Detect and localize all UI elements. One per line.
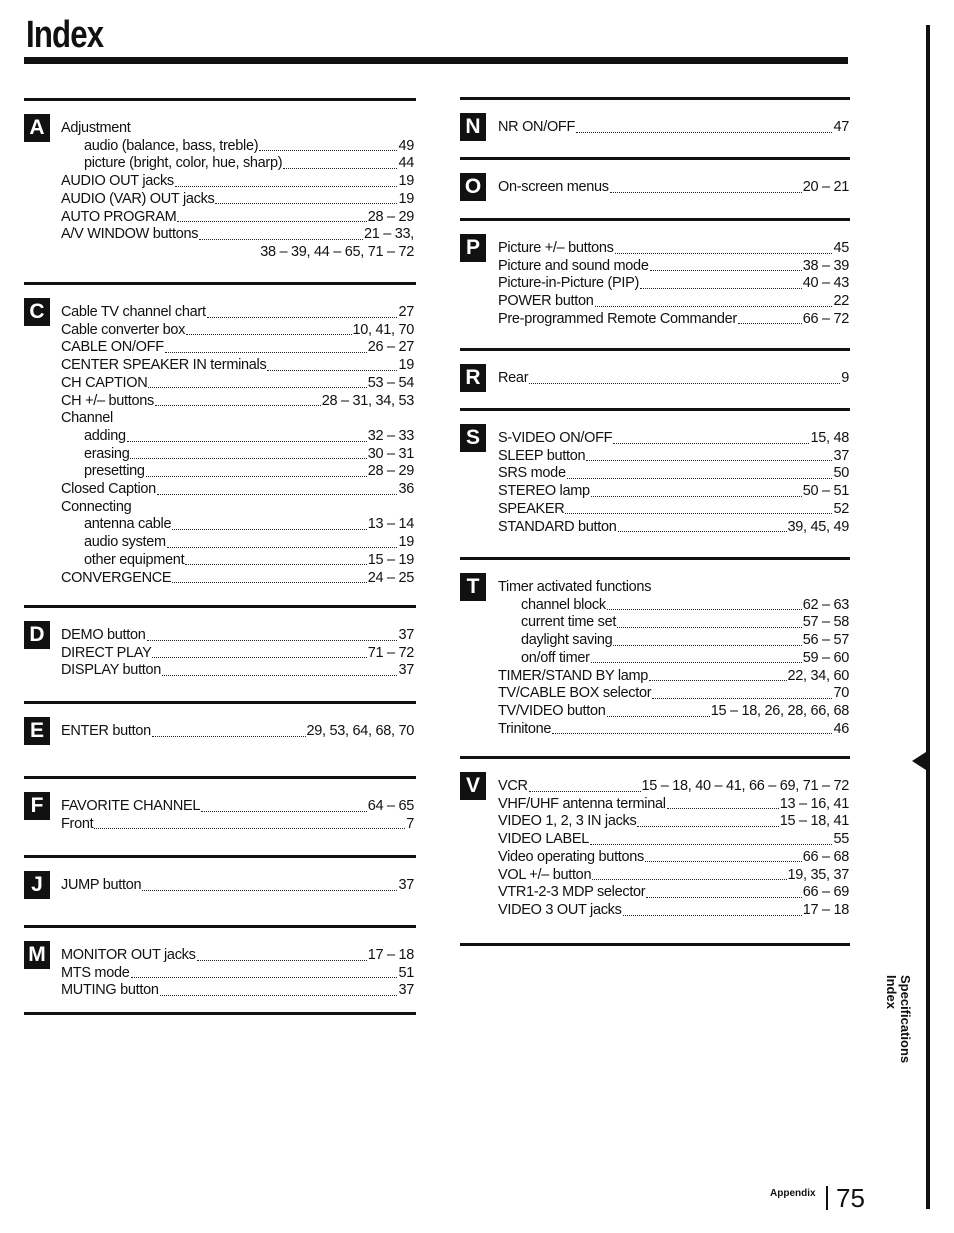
index-entry (61, 798, 414, 816)
index-entry-label: picture (bright, color, hue, sharp) (84, 155, 283, 172)
index-entry (61, 339, 414, 357)
index-entry-page: 52 (833, 500, 849, 517)
index-entry-label: MTS mode (61, 964, 130, 981)
index-entry-label: S-VIDEO ON/OFF (498, 430, 613, 446)
dot-leader (130, 457, 366, 459)
index-entry (498, 703, 849, 721)
index-entry (61, 947, 414, 965)
index-entry-page: 15 – 18, 26, 28, 66, 68 (710, 702, 849, 719)
index-entry-label: channel block (521, 596, 606, 613)
dot-leader (201, 810, 367, 812)
index-entry-page: 66 – 72 (802, 310, 849, 327)
dot-leader (172, 528, 367, 530)
index-entry-page: 59 – 60 (802, 649, 849, 666)
index-entry-page: 50 (833, 465, 849, 482)
page-number: 75 (836, 1183, 865, 1213)
index-entry (498, 179, 849, 197)
index-entry-label: CABLE ON/OFF (61, 339, 164, 356)
index-entry-page: 15 – 18, 40 – 41, 66 – 69, 71 – 72 (641, 778, 849, 794)
index-entry-label: VCR (498, 778, 528, 794)
index-entry (61, 723, 414, 741)
dot-leader (667, 807, 779, 809)
index-entry-label: VIDEO 3 OUT jacks (498, 901, 622, 918)
index-entry-page: 19, 35, 37 (787, 866, 849, 883)
dot-leader (613, 442, 809, 444)
index-entry-page: 15 – 18, 41 (779, 813, 849, 830)
dot-leader (283, 167, 397, 169)
index-entry-label: audio (balance, bass, treble) (84, 137, 259, 154)
index-entry-page: 45 (833, 240, 849, 256)
index-entry-label: Closed Caption (61, 481, 156, 497)
index-entry-label: AUDIO OUT jacks (61, 173, 174, 190)
dot-leader (94, 827, 405, 829)
index-entry (61, 357, 414, 375)
index-entry (498, 849, 849, 867)
dot-leader (152, 735, 306, 737)
dot-leader (259, 149, 397, 151)
section-letter-r: R (460, 364, 486, 392)
index-entry-continuation: 38 – 39, 44 – 65, 71 – 72 (260, 243, 414, 260)
dot-leader (590, 843, 832, 845)
index-entry-page: 70 (833, 685, 849, 702)
section-letter-e: E (24, 717, 50, 745)
dot-leader (160, 994, 398, 996)
index-entry-page: 37 (398, 877, 414, 893)
section-rule (460, 218, 850, 221)
index-entry (61, 499, 414, 517)
index-entry (498, 579, 849, 597)
index-entry (498, 448, 849, 466)
dot-leader (610, 191, 802, 193)
dot-leader (197, 959, 367, 961)
column-end-rule (24, 1012, 416, 1015)
index-entry (498, 258, 849, 276)
index-entry (498, 483, 849, 501)
index-entry-label: TIMER/STAND BY lamp (498, 667, 649, 684)
index-entry-label: Adjustment (61, 120, 131, 136)
index-entry (498, 465, 849, 483)
section-rule (460, 97, 850, 100)
index-entry-page: 22, 34, 60 (787, 667, 849, 684)
dot-leader (650, 269, 802, 271)
dot-leader (618, 530, 787, 532)
index-entry (521, 650, 849, 668)
index-entry (61, 322, 414, 340)
index-entry-page: 17 – 18 (367, 947, 414, 963)
section-rule (460, 756, 850, 759)
dot-leader (591, 661, 802, 663)
index-entry-page: 47 (833, 119, 849, 135)
index-entry-page: 49 (398, 137, 414, 154)
index-entry (498, 902, 849, 920)
index-entry (84, 552, 414, 570)
section-rule (460, 408, 850, 411)
index-entry-page: 57 – 58 (802, 614, 849, 631)
index-entry (61, 662, 414, 680)
dot-leader (185, 563, 366, 565)
index-entry-page: 66 – 69 (802, 884, 849, 901)
dot-leader (649, 679, 786, 681)
section-letter-n: N (460, 113, 486, 141)
section-rule (24, 776, 416, 779)
index-entry-page: 46 (833, 720, 849, 737)
index-entry-label: POWER button (498, 293, 594, 310)
index-entry (498, 685, 849, 703)
index-entry-page: 40 – 43 (802, 275, 849, 292)
section-rule (460, 348, 850, 351)
index-entry-label: Picture and sound mode (498, 257, 649, 274)
dot-leader (148, 386, 366, 388)
index-entry-label: MUTING button (61, 982, 159, 999)
index-entry-page: 21 – 33, (363, 226, 414, 243)
index-entry-label: FAVORITE CHANNEL (61, 798, 201, 814)
index-entry-page: 71 – 72 (367, 644, 414, 661)
section-pointer-icon (912, 752, 926, 770)
index-entry-label: SRS mode (498, 465, 566, 482)
index-entry-label: Cable converter box (61, 321, 186, 338)
side-tab (880, 975, 920, 1070)
index-entry (84, 428, 414, 446)
index-entry-page: 19 (398, 534, 414, 551)
dot-leader (146, 475, 367, 477)
index-entry-page: 50 – 51 (802, 483, 849, 500)
section-letter-v: V (460, 772, 486, 800)
section-rule (24, 925, 416, 928)
index-entry-page: 19 (398, 357, 414, 374)
dot-leader (567, 477, 833, 479)
dot-leader (215, 202, 397, 204)
dot-leader (565, 512, 832, 514)
dot-leader (207, 316, 398, 318)
index-entry (84, 463, 414, 481)
dot-leader (738, 322, 802, 324)
index-entry (84, 155, 414, 173)
dot-leader (529, 382, 840, 384)
index-entry-label: Rear (498, 370, 529, 386)
index-entry-page: 13 – 16, 41 (779, 795, 849, 812)
index-entry-label: Front (61, 815, 94, 832)
index-entry-page: 24 – 25 (367, 569, 414, 586)
index-entry-page: 56 – 57 (802, 632, 849, 649)
title-rule (24, 57, 848, 64)
footer-divider (826, 1186, 828, 1210)
index-entry-label: Timer activated functions (498, 579, 652, 595)
section-letter-a: A (24, 114, 50, 142)
index-entry-page: 22 (833, 293, 849, 310)
index-entry (498, 813, 849, 831)
section-rule (460, 557, 850, 560)
index-entry (498, 668, 849, 686)
index-entry (498, 501, 849, 519)
index-entry-page: 15 – 19 (367, 551, 414, 568)
index-entry-label: TV/VIDEO button (498, 702, 606, 719)
dot-leader (157, 493, 398, 495)
dot-leader (175, 185, 398, 187)
dot-leader (267, 369, 397, 371)
index-entry-page: 27 (398, 304, 414, 320)
dot-leader (167, 546, 398, 548)
index-entry (498, 796, 849, 814)
dot-leader (646, 896, 801, 898)
index-entry (498, 831, 849, 849)
dot-leader (640, 287, 802, 289)
dot-leader (147, 639, 398, 641)
index-entry-label: A/V WINDOW buttons (61, 226, 199, 243)
section-letter-p: P (460, 234, 486, 262)
dot-leader (607, 608, 802, 610)
index-entry-page: 7 (406, 815, 414, 832)
index-entry (84, 534, 414, 552)
index-entry-label: SLEEP button (498, 447, 586, 464)
index-entry (521, 632, 849, 650)
index-entry-page: 32 – 33 (367, 427, 414, 444)
index-entry (61, 209, 414, 227)
index-entry-page: 37 (398, 662, 414, 679)
index-entry (498, 275, 849, 293)
index-entry-label: ENTER button (61, 723, 151, 739)
index-entry (84, 446, 414, 464)
index-entry-label: CH +/– buttons (61, 392, 154, 409)
index-entry-page: 19 (398, 190, 414, 207)
dot-leader (131, 976, 398, 978)
dot-leader (155, 404, 321, 406)
index-entry-label: NR ON/OFF (498, 119, 576, 135)
index-entry-label: VIDEO 1, 2, 3 IN jacks (498, 813, 637, 830)
index-entry-label: SPEAKER (498, 500, 565, 517)
index-entry-page: 37 (398, 982, 414, 999)
index-entry (61, 570, 414, 588)
index-entry-page: 10, 41, 70 (352, 321, 414, 338)
index-entry (521, 614, 849, 632)
index-entry-label: Connecting (61, 498, 132, 515)
dot-leader (172, 581, 366, 583)
index-entry-label: adding (84, 427, 126, 444)
index-entry-label: presetting (84, 463, 145, 480)
dot-leader (615, 252, 833, 254)
index-entry-page: 37 (398, 627, 414, 643)
index-entry-label: JUMP button (61, 877, 142, 893)
index-entry (61, 481, 414, 499)
index-entry (61, 627, 414, 645)
dot-leader (607, 715, 710, 717)
dot-leader (592, 878, 786, 880)
index-entry (61, 877, 414, 895)
index-entry-page: 39, 45, 49 (787, 518, 849, 535)
index-entry-label: VTR1-2-3 MDP selector (498, 884, 646, 901)
section-letter-j: J (24, 871, 50, 899)
index-entry-page: 9 (841, 370, 849, 386)
index-entry-label: STANDARD button (498, 518, 617, 535)
dot-leader (652, 697, 832, 699)
index-entry-label: TV/CABLE BOX selector (498, 685, 652, 702)
index-entry-label: On-screen menus (498, 179, 609, 195)
section-rule (24, 855, 416, 858)
dot-leader (186, 333, 351, 335)
index-entry-page: 15, 48 (810, 430, 849, 446)
index-entry-label: VOL +/– button (498, 866, 592, 883)
index-entry (498, 311, 849, 329)
dot-leader (165, 351, 367, 353)
section-letter-c: C (24, 298, 50, 326)
index-entry (84, 516, 414, 534)
index-entry (61, 816, 414, 834)
dot-leader (645, 860, 802, 862)
section-rule (24, 282, 416, 285)
index-entry (498, 884, 849, 902)
index-entry-page: 20 – 21 (802, 179, 849, 195)
index-entry-page: 28 – 31, 34, 53 (321, 392, 414, 409)
index-entry-label: VIDEO LABEL (498, 831, 589, 848)
dot-leader (595, 305, 833, 307)
index-entry-page: 53 – 54 (367, 374, 414, 391)
dot-leader (591, 495, 802, 497)
section-letter-m: M (24, 941, 50, 969)
dot-leader (576, 131, 832, 133)
index-entry-label: Pre-programmed Remote Commander (498, 310, 737, 327)
index-entry-label: daylight saving (521, 632, 613, 649)
index-entry (521, 597, 849, 615)
index-entry-label: Picture +/– buttons (498, 240, 614, 256)
index-entry-label: DISPLAY button (61, 662, 162, 679)
index-entry-page: 28 – 29 (367, 463, 414, 480)
section-rule (460, 157, 850, 160)
index-entry-page: 17 – 18 (802, 901, 849, 918)
index-entry-page: 13 – 14 (367, 516, 414, 533)
index-entry (498, 119, 849, 137)
index-entry (61, 965, 414, 983)
dot-leader (177, 220, 366, 222)
index-entry (498, 867, 849, 885)
index-entry-page: 64 – 65 (367, 798, 414, 814)
dot-leader (199, 238, 363, 240)
index-entry-label: audio system (84, 534, 166, 551)
section-rule (24, 605, 416, 608)
index-entry (498, 240, 849, 258)
dot-leader (529, 790, 641, 792)
index-entry-label: current time set (521, 614, 617, 631)
section-letter-f: F (24, 792, 50, 820)
index-entry-label: VHF/UHF antenna terminal (498, 795, 666, 812)
index-entry-label: DEMO button (61, 627, 146, 643)
index-entry-page: 19 (398, 173, 414, 190)
index-entry (61, 173, 414, 191)
dot-leader (142, 889, 397, 891)
index-entry-page: 28 – 29 (367, 208, 414, 225)
index-entry-label: CENTER SPEAKER IN terminals (61, 357, 267, 374)
index-entry-label: CONVERGENCE (61, 569, 172, 586)
index-entry-page: 37 (833, 447, 849, 464)
index-entry-page: 29, 53, 64, 68, 70 (306, 723, 414, 739)
footer-section-label: Appendix (770, 1188, 816, 1199)
index-entry-page: 66 – 68 (802, 848, 849, 865)
index-entry-page: 55 (833, 831, 849, 848)
index-entry-page: 26 – 27 (367, 339, 414, 356)
index-entry-label: other equipment (84, 551, 185, 568)
index-entry-label: antenna cable (84, 516, 172, 533)
dot-leader (127, 440, 367, 442)
index-entry-page: 62 – 63 (802, 596, 849, 613)
index-entry-page: 51 (398, 964, 414, 981)
index-entry (61, 375, 414, 393)
index-entry-label: CH CAPTION (61, 374, 148, 391)
index-entry (61, 393, 414, 411)
index-entry (61, 304, 414, 322)
index-entry-label: DIRECT PLAY (61, 644, 152, 661)
index-entry (61, 410, 414, 428)
index-entry-page: 30 – 31 (367, 445, 414, 462)
section-rule (24, 701, 416, 704)
index-entry-label: Picture-in-Picture (PIP) (498, 275, 640, 292)
section-letter-d: D (24, 621, 50, 649)
index-entry (61, 645, 414, 663)
dot-leader (617, 626, 802, 628)
side-tab-label-index: Index (884, 975, 899, 1009)
index-entry (498, 430, 849, 448)
index-entry-page: 44 (398, 155, 414, 172)
column-end-rule (460, 943, 850, 946)
page-edge-bar (926, 25, 930, 1209)
index-entry-page: 38 – 39 (802, 257, 849, 274)
index-entry-label: MONITOR OUT jacks (61, 947, 196, 963)
section-letter-o: O (460, 173, 486, 201)
index-entry (61, 226, 414, 244)
index-entry (61, 982, 414, 1000)
dot-leader (637, 825, 778, 827)
dot-leader (623, 914, 802, 916)
side-tab-label-specifications: Specifications (898, 975, 913, 1064)
index-entry (498, 778, 849, 796)
index-entry-label: AUTO PROGRAM (61, 208, 177, 225)
dot-leader (552, 732, 832, 734)
index-entry-label: Trinitone (498, 720, 552, 737)
index-entry-label: erasing (84, 445, 130, 462)
index-entry (61, 191, 414, 209)
page-title: Index (26, 14, 104, 56)
dot-leader (162, 674, 397, 676)
index-entry (84, 138, 414, 156)
index-entry (498, 293, 849, 311)
section-letter-t: T (460, 573, 486, 601)
index-entry-label: STEREO lamp (498, 483, 590, 500)
dot-leader (586, 459, 832, 461)
section-rule (24, 98, 416, 101)
index-entry (498, 519, 849, 537)
dot-leader (152, 656, 366, 658)
section-letter-s: S (460, 424, 486, 452)
index-entry-label: on/off timer (521, 649, 590, 666)
index-entry-label: Channel (61, 410, 113, 427)
dot-leader (613, 644, 801, 646)
index-entry (498, 370, 849, 388)
index-entry-label: AUDIO (VAR) OUT jacks (61, 190, 215, 207)
index-entry-label: Cable TV channel chart (61, 304, 206, 320)
index-entry (61, 120, 414, 138)
index-entry-label: Video operating buttons (498, 848, 645, 865)
index-entry (498, 721, 849, 739)
index-entry-page: 36 (398, 481, 414, 497)
